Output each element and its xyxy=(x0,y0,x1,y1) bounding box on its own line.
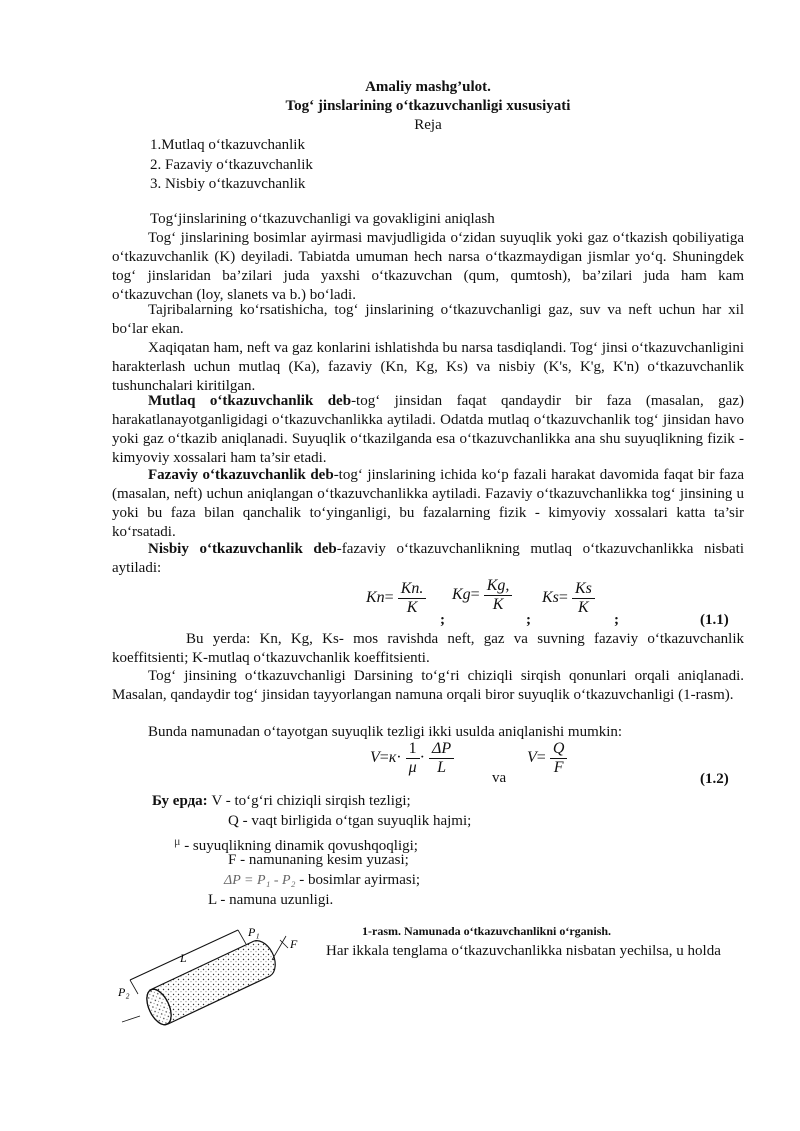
eq-denominator: K xyxy=(406,599,418,616)
eq-fraction xyxy=(484,577,513,614)
eq-numerator: 1 xyxy=(406,740,420,759)
doc-title: Amaliy mashg’ulot. xyxy=(365,79,491,95)
eq-coefficient: к xyxy=(388,749,397,767)
label-l: L xyxy=(180,951,187,965)
equation-darcy-1: V=к· $\frac{1}{\mu}$ · $\frac{\Delta P}{L}$ xyxy=(370,740,454,777)
paragraph: Bu yerda: Kn, Kg, Ks- mos ravishda neft, gaz va suvning fazaviy o‘tkazuvchanlik koeffitsienti; K-mutlaq o‘tkazuvchanlik koeffitsienti. xyxy=(112,631,744,666)
term-bold: Mutlaq o‘tkazuvchanlik deb xyxy=(148,393,352,409)
term-text: -tog‘ jinsidan faqat qandaydir bir faza (masalan, gaz) harakatlanayotganligidagi o‘tkazuvchanlikka aytiladi. Odatda mutlaq o‘tkazuvchanlik tog‘ jinsidan havo yoki gaz o‘tkazib aniqlanadi. Suyuqlik o‘tkazilganda esa o‘tkazuvchanlikka ana shu suyuqlikning fizik - kimyoviy xossalari ham ta’sir etadi. xyxy=(112,393,744,466)
paragraph: Tog‘ jinslarining bosimlar ayirmasi mavjudligida o‘zidan suyuqlik yoki gaz o‘tkazish qobiliyatiga o‘tkazuvchanlik (K) deyiladi. Tabiatda umuman hech narsa o‘tkazmaydigan jismlar yo‘q. Shuningdek tog‘ jinslaridan ba’zilari juda yaxshi o‘tkazuvchan (qum, qumtosh), ba’zilari juda ham kam o‘tkazuvchan (loy, slanets va b.) bo‘ladi. xyxy=(112,230,744,303)
eq-separator: ; xyxy=(614,612,619,628)
equation-kn: Kn= $\frac{Kn.}{K}$ xyxy=(366,580,426,617)
equation-ks: Ks= $\frac{Ks}{K}$ xyxy=(542,580,595,617)
p-marker-line xyxy=(122,1016,140,1022)
eq-fraction xyxy=(572,580,595,617)
paragraph-relative xyxy=(112,540,744,578)
eq-denominator: K xyxy=(492,596,504,613)
legend-text: V - to‘g‘ri chiziqli sirqish tezligi; xyxy=(211,793,411,809)
extension-line xyxy=(238,930,246,944)
equation-darcy-2: V= $\frac{Q}{F}$ xyxy=(527,740,567,777)
legend-dp xyxy=(224,871,420,890)
term-text: -tog‘ jinslarining ichida ko‘p fazali harakat davomida faqat bir faza (masalan, neft) uchun aniqlangan o‘tkazuvchanlikka aytiladi. Fazaviy o‘tkazuvchanlikka tog‘ jinsining u yoki bu faza bilan qanchalik to‘yinganligi, bu fazalarning fizik - kimyoviy xossalari katta ta’sir ko‘rsatadi. xyxy=(112,467,744,540)
dp-symbol: ΔP = P₁ - P₂ xyxy=(224,873,296,888)
label-p1: P₁ xyxy=(248,925,260,939)
extension-line xyxy=(130,980,138,994)
legend-text: - suyuqlikning dinamik qovushqoqligi; xyxy=(184,838,418,854)
paragraph: Har ikkala tenglama o‘tkazuvchanlikka nisbatan yechilsa, u holda xyxy=(326,943,721,959)
eq-numerator: Kn. xyxy=(398,580,427,599)
term-bold: Fazaviy o‘tkazuvchanlik deb xyxy=(148,467,334,483)
equation-number: (1.2) xyxy=(700,771,729,787)
paragraph: Xaqiqatan ham, neft va gaz konlarini ishlatishda bu narsa tasdiqlandi. Tog‘ jinsi o‘tkazuvchanligini harakterlash uchun mutlaq (Ka), fazaviy (Kn, Kg, Ks) va nisbiy (K's, K'g, K'n) o‘tkazuvchanlik tushunchalari kiritilgan. xyxy=(112,340,744,394)
eq-lhs: V xyxy=(527,749,537,767)
eq-denominator: K xyxy=(578,599,589,616)
paragraph-absolute xyxy=(112,392,744,468)
eq-fraction xyxy=(398,580,427,617)
core-sample-figure xyxy=(112,918,312,1028)
eq-denominator: L xyxy=(437,759,447,776)
figure-caption: 1-rasm. Namunada o‘tkazuvchanlikni o‘rganish. xyxy=(362,924,612,938)
legend-v xyxy=(152,792,411,811)
plan-item: 1.Mutlaq o‘tkazuvchanlik xyxy=(150,137,305,153)
term-text: -fazaviy o‘tkazuvchanlikning mutlaq o‘tkazuvchanlikka nisbati aytiladi: xyxy=(112,541,744,576)
paragraph-phase xyxy=(112,466,744,542)
eq-separator: ; xyxy=(440,612,445,628)
legend-q: Q - vaqt birligida o‘tgan suyuqlik hajmi; xyxy=(228,813,472,829)
eq-conjunction: va xyxy=(492,770,507,786)
legend-label: Бу ерда: xyxy=(152,793,208,809)
plan-label: Reja xyxy=(414,117,442,133)
legend-text: - bosimlar ayirmasi; xyxy=(299,872,421,888)
eq-separator: ; xyxy=(526,612,531,628)
eq-denominator: μ xyxy=(408,759,417,776)
eq-fraction xyxy=(429,740,454,777)
paragraph: Bunda namunadan o‘tayotgan suyuqlik tezligi ikki usulda aniqlanishi mumkin: xyxy=(148,724,623,740)
equation-kg: Kg= $\frac{Kg,}{K}$ xyxy=(452,577,512,614)
eq-numerator: Kg, xyxy=(484,577,513,596)
plan-item: 3. Nisbiy o‘tkazuvchanlik xyxy=(150,176,306,192)
eq-numerator: Q xyxy=(550,740,568,759)
term-bold: Nisbiy o‘tkazuvchanlik deb xyxy=(148,541,337,557)
paragraph: Tog‘ jinsining o‘tkazuvchanligi Darsining to‘g‘ri chiziqli sirqish qonunlari orqali aniqlanadi. Masalan, qandaydir tog‘ jinsidan tayyorlangan namuna orqali biror suyuqlik o‘tkazuvchanligi (1-rasm). xyxy=(112,668,744,703)
eq-lhs: Kg xyxy=(452,586,471,604)
equation-number: (1.1) xyxy=(700,612,729,628)
eq-numerator: Ks xyxy=(572,580,595,599)
paragraph-heading: Tog‘jinslarining o‘tkazuvchanligi va govakligini aniqlash xyxy=(150,211,495,227)
mu-symbol: μ xyxy=(174,834,181,848)
eq-fraction xyxy=(406,740,420,777)
eq-lhs: V xyxy=(370,749,380,767)
plan-item: 2. Fazaviy o‘tkazuvchanlik xyxy=(150,157,313,173)
eq-lhs: Ks xyxy=(542,589,559,607)
label-p2: P₂ xyxy=(118,985,130,999)
paragraph: Tajribalarning ko‘rsatishicha, tog‘ jinslarining o‘tkazuvchanligi gaz, suv va neft uchun har xil bo‘lar ekan. xyxy=(112,302,744,337)
legend-f: F - namunaning kesim yuzasi; xyxy=(228,852,409,868)
f-marker-line xyxy=(272,936,286,960)
eq-numerator: ΔP xyxy=(429,740,454,759)
eq-denominator: F xyxy=(553,759,564,776)
legend-l: L - namuna uzunligi. xyxy=(208,892,334,908)
eq-lhs: Kn xyxy=(366,589,385,607)
eq-fraction xyxy=(550,740,568,777)
doc-subtitle: Tog‘ jinslarining o‘tkazuvchanligi xususiyati xyxy=(285,98,571,114)
label-f: F xyxy=(290,937,298,951)
